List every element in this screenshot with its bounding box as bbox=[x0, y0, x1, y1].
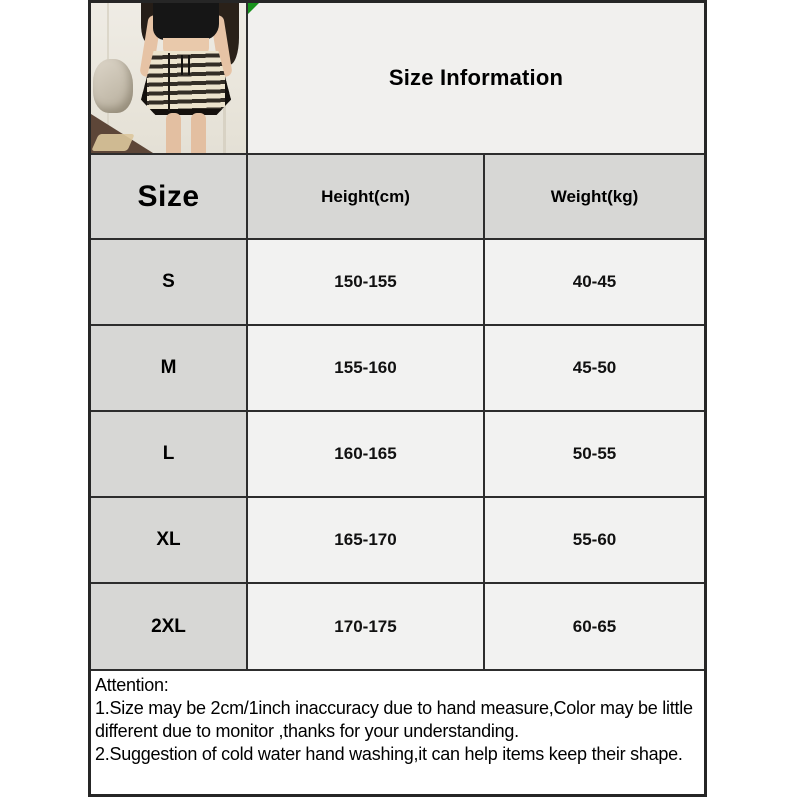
table-row-m bbox=[91, 326, 704, 412]
attention-title: Attention: bbox=[95, 675, 169, 695]
column-header-size: Size bbox=[91, 155, 248, 238]
photo-black-crop-top bbox=[153, 3, 219, 40]
table-row-2xl bbox=[91, 584, 704, 671]
size-label: 2XL bbox=[91, 584, 248, 669]
photo-shorts-seam bbox=[168, 53, 170, 111]
height-value: 155-160 bbox=[248, 326, 485, 410]
attention-line: different due to monitor ,thanks for your understanding. bbox=[95, 721, 519, 741]
banner-title: Size Information bbox=[388, 65, 564, 90]
column-header-height: Height(cm) bbox=[248, 155, 485, 238]
photo-drawstring bbox=[188, 55, 190, 75]
photo-bag bbox=[93, 59, 133, 113]
photo-striped-shorts bbox=[141, 51, 231, 115]
size-label: M bbox=[91, 326, 248, 410]
green-corner-marker-icon bbox=[248, 3, 259, 14]
weight-value: 40-45 bbox=[485, 240, 704, 324]
product-photo bbox=[91, 3, 248, 153]
table-row-s bbox=[91, 240, 704, 326]
photo-drawstring bbox=[181, 55, 183, 75]
photo-sunlight-patch bbox=[91, 134, 135, 151]
height-value: 160-165 bbox=[248, 412, 485, 496]
size-chart-sheet bbox=[88, 0, 707, 797]
photo-model-leg bbox=[191, 113, 206, 153]
table-row-xl bbox=[91, 498, 704, 584]
attention-line: 1.Size may be 2cm/1inch inaccuracy due to hand measure,Color may be little bbox=[95, 698, 693, 718]
weight-value: 50-55 bbox=[485, 412, 704, 496]
size-label: XL bbox=[91, 498, 248, 582]
attention-line: 2.Suggestion of cold water hand washing,it can help items keep their shape. bbox=[95, 744, 683, 764]
weight-value: 60-65 bbox=[485, 584, 704, 669]
table-header-row bbox=[91, 155, 704, 240]
top-row bbox=[91, 3, 704, 155]
table-row-l bbox=[91, 412, 704, 498]
banner bbox=[248, 3, 704, 153]
weight-value: 45-50 bbox=[485, 326, 704, 410]
size-label: L bbox=[91, 412, 248, 496]
weight-value: 55-60 bbox=[485, 498, 704, 582]
column-header-weight: Weight(kg) bbox=[485, 155, 704, 238]
height-value: 165-170 bbox=[248, 498, 485, 582]
attention-note bbox=[91, 671, 704, 794]
height-value: 150-155 bbox=[248, 240, 485, 324]
height-value: 170-175 bbox=[248, 584, 485, 669]
size-label: S bbox=[91, 240, 248, 324]
photo-model-leg bbox=[166, 113, 181, 153]
